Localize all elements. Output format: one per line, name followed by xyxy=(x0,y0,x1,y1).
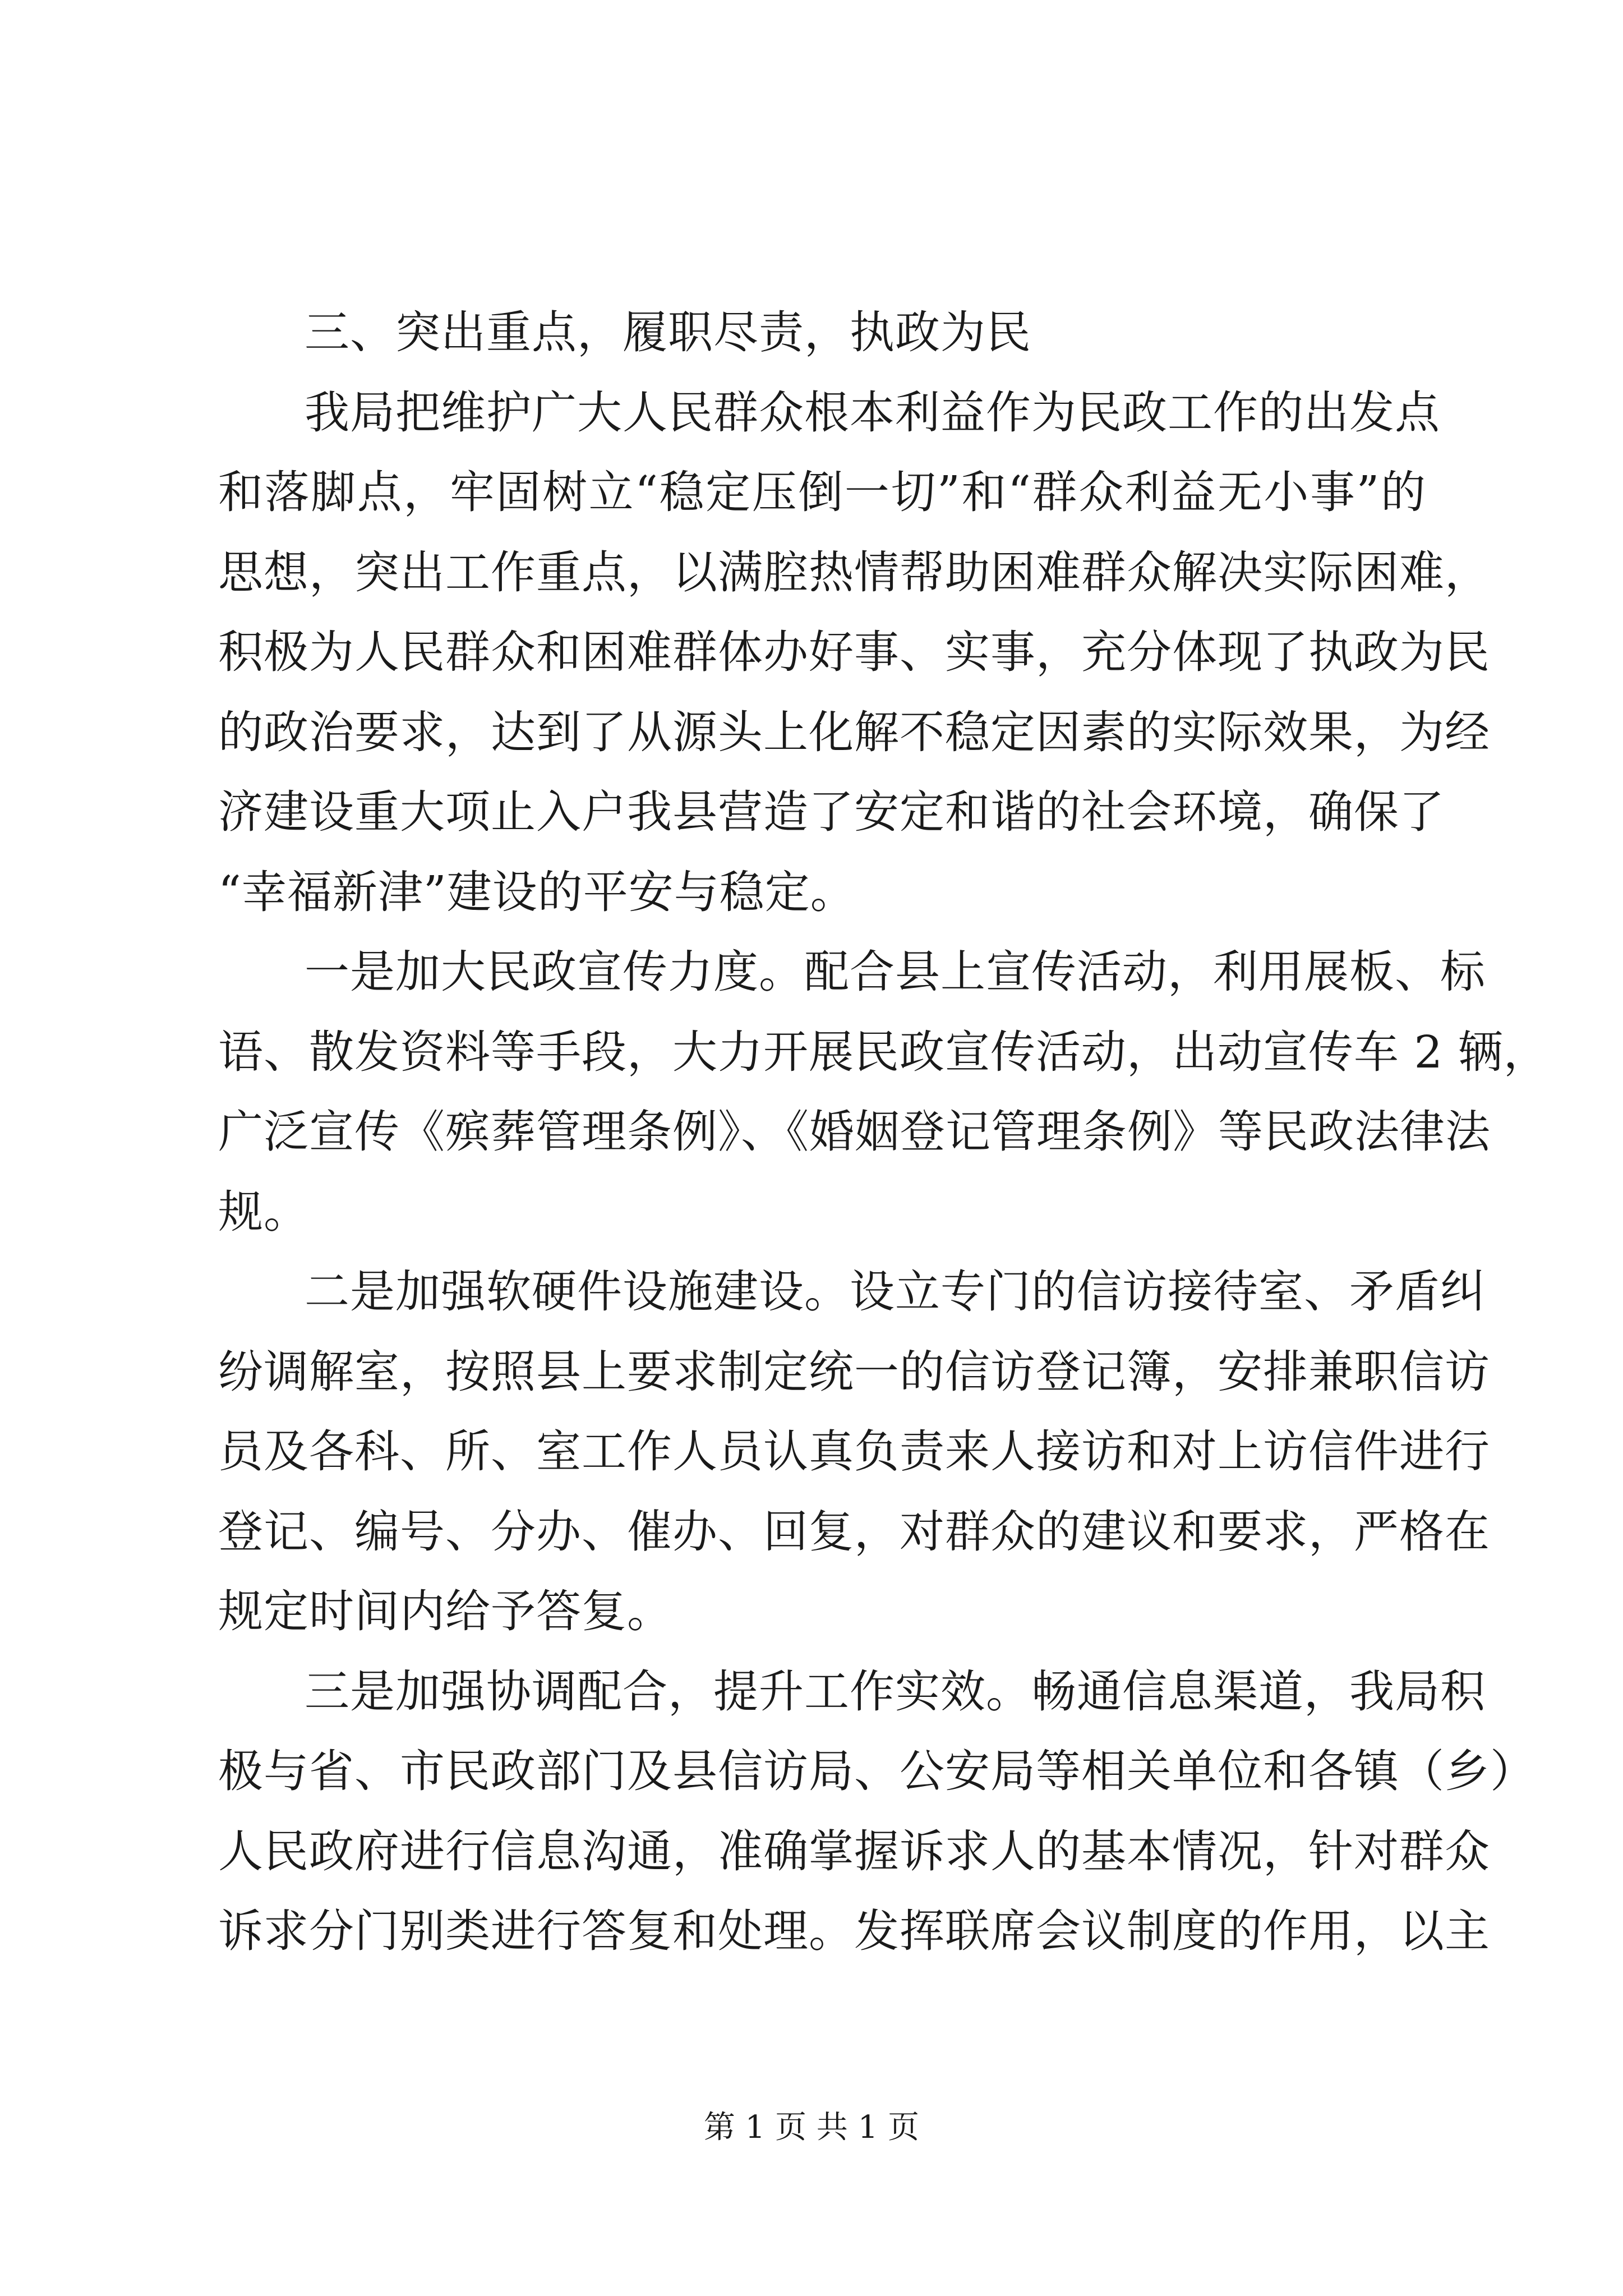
section-heading: 三、突出重点，履职尽责，执政为民 xyxy=(305,306,1031,358)
paragraph-line: “幸福新津”建设的平安与稳定。 xyxy=(218,866,856,918)
paragraph-line: 规定时间内给予答复。 xyxy=(218,1585,672,1637)
paragraph-line: 登记、编号、分办、催办、回复，对群众的建议和要求，严格在 xyxy=(218,1506,1490,1558)
paragraph-line: 一是加大民政宣传力度。配合县上宣传活动，利用展板、标 xyxy=(305,946,1486,998)
paragraph-line: 规。 xyxy=(218,1186,309,1238)
paragraph-line: 人民政府进行信息沟通，准确掌握诉求人的基本情况，针对群众 xyxy=(218,1825,1490,1878)
paragraph-line: 纷调解室，按照县上要求制定统一的信访登记簿，安排兼职信访 xyxy=(218,1346,1490,1398)
paragraph-line: 广泛宣传《殡葬管理条例》、《婚姻登记管理条例》等民政法律法 xyxy=(218,1106,1491,1158)
paragraph-line: 积极为人民群众和困难群体办好事、实事，充分体现了执政为民 xyxy=(218,626,1490,678)
paragraph-line: 济建设重大项止入户我县营造了安定和谐的社会环境，确保了 xyxy=(218,786,1445,838)
paragraph-line: 的政治要求，达到了从源头上化解不稳定因素的实际效果，为经 xyxy=(218,706,1490,758)
paragraph-line: 员及各科、所、室工作人员认真负责来人接访和对上访信件进行 xyxy=(218,1425,1490,1478)
paragraph-line: 三是加强协调配合，提升工作实效。畅通信息渠道，我局积 xyxy=(305,1665,1486,1718)
paragraph-line: 和落脚点，牢固树立“稳定压倒一切”和“群众利益无小事”的 xyxy=(218,466,1426,518)
paragraph-line: 思想，突出工作重点，以满腔热情帮助困难群众解决实际困难， xyxy=(218,546,1490,599)
paragraph-line: 二是加强软硬件设施建设。设立专门的信访接待室、矛盾纠 xyxy=(305,1266,1486,1318)
page-number-footer: 第 1 页 共 1 页 xyxy=(703,2109,920,2146)
paragraph-line: 诉求分门别类进行答复和处理。发挥联席会议制度的作用，以主 xyxy=(218,1905,1490,1957)
paragraph-line: 我局把维护广大人民群众根本利益作为民政工作的出发点 xyxy=(305,386,1440,439)
paragraph-line: 极与省、市民政部门及县信访局、公安局等相关单位和各镇（乡） xyxy=(218,1745,1536,1797)
paragraph-line: 语、散发资料等手段，大力开展民政宣传活动，出动宣传车 2 辆， xyxy=(218,1026,1549,1078)
